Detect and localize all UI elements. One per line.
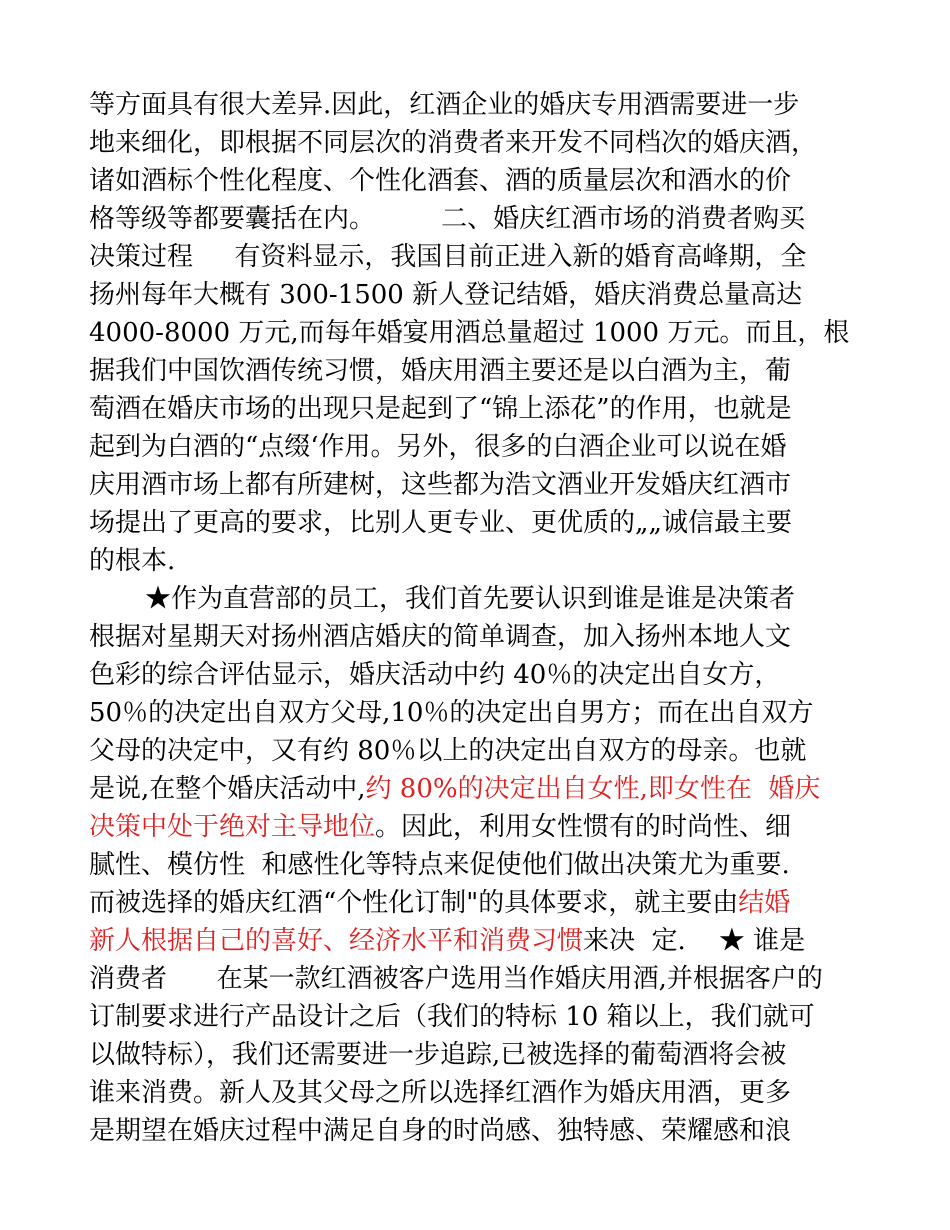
text-line <box>89 770 864 808</box>
text-line: 腻性、模仿性 和感性化等特点来促使他们做出决策尤为重要. <box>89 850 790 880</box>
text-line: 萄酒在婚庆市场的出现只是起到了“锦上添花”的作用，也就是 <box>89 394 792 424</box>
text-line: 诸如酒标个性化程度、个性化酒套、酒的质量层次和酒水的价 <box>89 166 792 196</box>
text-line: 是期望在婚庆过程中满足自身的时尚感、独特感、荣耀感和浪 <box>89 1116 792 1146</box>
text-line: 谁来消费。新人及其父母之所以选择红酒作为婚庆用酒，更多 <box>89 1078 792 1108</box>
highlighted-text: 约 80%的决定出自女性,即女性在 婚庆 <box>365 774 821 804</box>
text-segment: 而被选择的婚庆红酒“个性化订制"的具体要求，就主要由 <box>89 888 739 918</box>
text-line: 扬州每年大概有 300-1500 新人登记结婚，婚庆消费总量高达 <box>89 280 803 310</box>
text-line: 50％的决定出自双方父母,10％的决定出自男方；而在出自双方 <box>89 698 814 728</box>
text-line: 的根本. <box>89 546 176 576</box>
text-line: 根据对星期天对扬州酒店婚庆的简单调查，加入扬州本地人文 <box>89 622 792 652</box>
text-line <box>89 922 864 960</box>
text-line: 以做特标），我们还需要进一步追踪,已被选择的葡萄酒将会被 <box>89 1040 787 1070</box>
text-line <box>89 808 864 846</box>
text-line: 决策过程 有资料显示，我国目前正进入新的婚育高峰期，全 <box>89 242 807 272</box>
paragraph-decision-makers <box>89 580 864 1150</box>
text-line <box>89 884 864 922</box>
paragraph-wedding-wine-segmentation <box>89 86 864 580</box>
highlighted-text: 决策中处于绝对主导地位 <box>89 812 376 842</box>
text-line: 4000-8000 万元,而每年婚宴用酒总量超过 1000 万元。而且，根 <box>89 318 850 348</box>
highlighted-text: 结婚 <box>738 888 791 918</box>
text-line: 消费者 在某一款红酒被客户选用当作婚庆用酒,并根据客户的 <box>89 964 823 994</box>
text-line: 订制要求进行产品设计之后（我们的特标 10 箱以上，我们就可 <box>89 1002 815 1032</box>
text-line: ★作为直营部的员工，我们首先要认识到谁是谁是决策者 <box>145 584 796 614</box>
text-segment: 是说,在整个婚庆活动中, <box>89 774 366 804</box>
text-line: 等方面具有很大差异.因此，红酒企业的婚庆专用酒需要进一步 <box>89 90 800 120</box>
text-line: 庆用酒市场上都有所建树，这些都为浩文酒业开发婚庆红酒市 <box>89 470 792 500</box>
text-line: 色彩的综合评估显示，婚庆活动中约 40％的决定出自女方， <box>89 660 781 690</box>
text-line: 格等级等都要囊括在内。 二、婚庆红酒市场的消费者购买 <box>89 204 806 234</box>
text-segment: 来决 定. ★ 谁是 <box>583 926 806 956</box>
text-segment: 。因此，利用女性惯有的时尚性、细 <box>375 812 792 842</box>
text-line: 场提出了更高的要求，比别人更专业、更优质的„„诚信最主要 <box>89 508 792 538</box>
text-line: 起到为白酒的“点缀‘作用。另外，很多的白酒企业可以说在婚 <box>89 432 787 462</box>
text-line: 父母的决定中，又有约 80％以上的决定出自双方的母亲。也就 <box>89 736 807 766</box>
highlighted-text: 新人根据自己的喜好、经济水平和消费习惯 <box>89 926 584 956</box>
text-line: 据我们中国饮酒传统习惯，婚庆用酒主要还是以白酒为主，葡 <box>89 356 792 386</box>
text-line: 地来细化，即根据不同层次的消费者来开发不同档次的婚庆酒， <box>89 128 818 158</box>
